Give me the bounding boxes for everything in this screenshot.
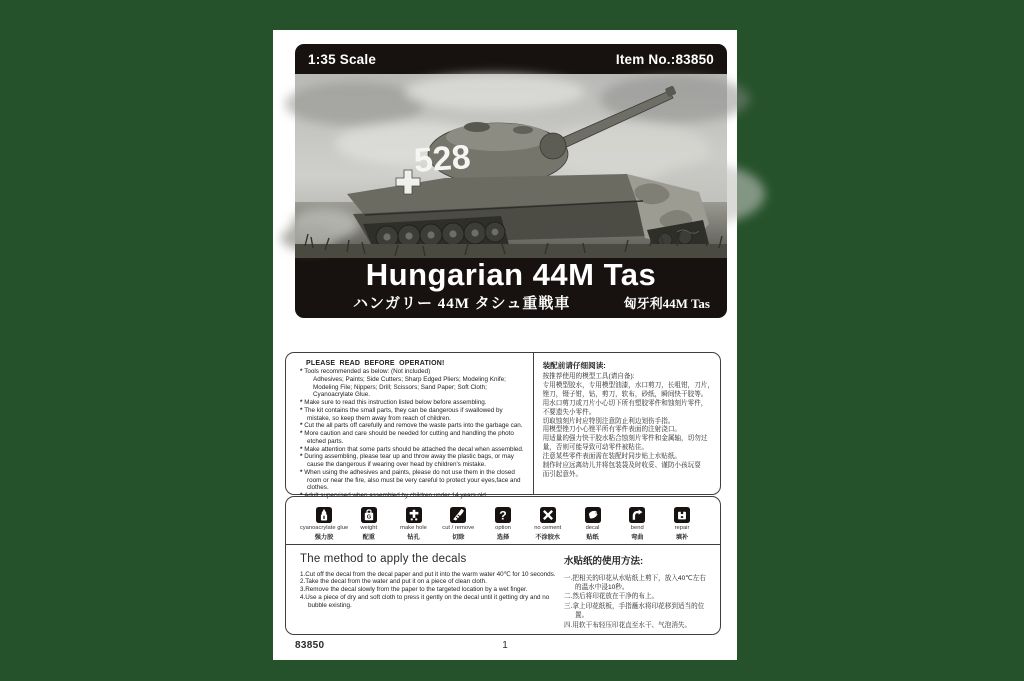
- safety-heading-en: PLEASE READ BEFORE OPERATION!: [306, 360, 445, 367]
- safety-heading-cn: 装配前请仔细阅读:: [542, 361, 606, 370]
- safety-line: 注意某些零件表面需在装配时同步贴上水贴纸。: [542, 453, 682, 461]
- symbol-repair: repair 填补: [660, 507, 704, 541]
- safety-item: * Make sure to read this instruction listed below before assembling.: [300, 399, 527, 407]
- kit-title-japanese: ハンガリー 44M タシュ重戦車: [353, 295, 571, 312]
- box-art-illustration: [295, 74, 727, 258]
- decal-heading-cn: 水贴纸的使用方法:: [564, 555, 644, 567]
- svg-text:?: ?: [499, 508, 507, 523]
- symbol-bend: bend 弯曲: [615, 507, 659, 541]
- page-number: 1: [502, 640, 508, 651]
- weight-icon: [361, 507, 377, 523]
- decal-step: 二.然后将印花放在干净的布上。: [564, 593, 659, 601]
- safety-item-sub: Adhesives; Paints; Side Cutters; Sharp Edged Pliers; Modeling Knife; Modeling File; Nippers; Drill; Scissors; Sand Paper; Soft Cloth; Cyanoacrylate Glue.: [313, 375, 506, 399]
- cover-plate: [295, 44, 727, 318]
- safety-line: 用模型锉刀小心锉平所有零件表面的注射浇口。: [542, 426, 682, 434]
- kit-title-chinese: 匈牙利44M Tas: [623, 295, 710, 311]
- cut-remove-icon: [450, 507, 466, 523]
- safety-item: * Make attention that some parts should be attached the decal when assembled.: [300, 446, 527, 454]
- symbols-and-decal-box: [285, 496, 721, 635]
- safety-item: * During assembling, please tear up and throw away the plastic bags, or may cause the dangerous if wearing over head by children's mistake.: [300, 453, 527, 469]
- safety-notice-chinese: [534, 353, 720, 494]
- decal-step: 四.用软干布轻压印花直至水干、气泡消失。: [564, 621, 692, 629]
- symbol-weight: G weight 配重: [347, 507, 391, 541]
- safety-line: 切取蚀刻片时应特别注意防止利边划伤手指。: [542, 417, 675, 425]
- safety-item: * When using the adhesives and paints, please do not use them in the closed room or near the fire, also must be very careful to protect your eyes,face and clothes.: [300, 469, 527, 492]
- symbol-legend-row: [286, 497, 720, 545]
- safety-notice-english: [286, 353, 534, 499]
- safety-line: 不要遗失小零件。: [542, 408, 596, 416]
- safety-item: * Adult supervised when assembled by children under 14 years old.: [300, 492, 527, 500]
- plate-header: [295, 44, 727, 74]
- safety-line: 用适量的强力快干胶水粘合蚀刻片零件和金属轴，切勿过: [542, 435, 708, 443]
- safety-line: 而引起意外。: [542, 470, 583, 478]
- safety-item: * More caution and care should be needed for cutting and handling the photo etched parts.: [300, 430, 527, 446]
- bend-icon: [629, 507, 645, 523]
- safety-line: 制作时应远离幼儿并将包装袋及时收妥、谨防小孩玩耍: [542, 462, 701, 470]
- decal-step: 三.拿上印花纸板，手指蘸水将印花移到适当的位置。: [564, 602, 705, 620]
- kit-title: Hungarian 44M Tas: [365, 256, 657, 292]
- item-number-label: Item No.:83850: [615, 51, 714, 67]
- scale-label: 1:35 Scale: [308, 51, 377, 67]
- safety-line: 专用模型胶水，专用模型油漆，水口剪刀，长咀钳，刀片，: [542, 381, 714, 389]
- safety-line: 用水口剪刀或刀片小心切下所有塑胶零件和蚀刻片零件，: [542, 399, 708, 407]
- option-icon: [495, 507, 511, 523]
- safety-line: 锉刀，镊子钳，钻，剪刀，软布，砂纸，瞬间快干胶等。: [542, 390, 708, 398]
- safety-line: 按推荐使用的模型工具(请自备):: [542, 373, 635, 380]
- symbol-cyanoacrylate-glue: cyanoacrylate glue 强力胶: [302, 507, 346, 541]
- decal-method-english: [300, 551, 556, 630]
- decal-step: 3.Remove the decal slowly from the paper to the targeted location by a wet finger.: [300, 586, 528, 594]
- symbol-make-hole: make hole 钻孔: [392, 507, 436, 541]
- decal-icon: [585, 507, 601, 523]
- decal-step: 2.Take the decal from the water and put it on a piece of clean cloth.: [300, 578, 487, 586]
- decal-method-chinese: [556, 551, 712, 630]
- decal-step: 1.Cut off the decal from the decal paper and put it into the warm water 40℃ for 10 seconds.: [300, 570, 556, 578]
- safety-item: * The kit contains the small parts, they can be dangerous if swallowed by mistake, so keep them away from reach of children.: [300, 407, 527, 423]
- safety-item: * Tools recommended as below: (Not included): [300, 368, 527, 376]
- title-block: [295, 258, 727, 318]
- decal-method-section: [286, 545, 720, 634]
- glue-bottle-icon: [316, 507, 332, 523]
- symbol-option: ? option 选择: [495, 508, 511, 541]
- decal-step: 一.把相关的印花从水贴纸上剪下，放入40℃左右的温水中浸10秒。: [564, 574, 706, 591]
- turret-number: 528: [412, 138, 472, 180]
- make-hole-icon: [406, 507, 422, 523]
- safety-item: * Cut the all parts off carefully and remove the waste parts into the garbage can.: [300, 422, 527, 430]
- repair-icon: [674, 507, 690, 523]
- decal-heading-en: The method to apply the decals: [300, 552, 467, 565]
- decal-step: 4.Use a piece of dry and soft cloth to press it gently on the decal until it getting dry and no bubble existing.: [300, 593, 550, 609]
- safety-line: 量，否则可能导致可动零件被粘住。: [542, 444, 649, 452]
- page-footer: [273, 638, 737, 656]
- svg-text:G: G: [366, 514, 371, 521]
- no-cement-icon: [540, 507, 556, 523]
- tank-illustration: [295, 74, 727, 258]
- symbol-no-cement: no cement 不涂胶水: [526, 507, 570, 541]
- footer-item-number: 83850: [295, 640, 325, 651]
- safety-notice-box: [285, 352, 721, 499]
- symbol-decal: decal 贴纸: [571, 507, 615, 541]
- instruction-page: [273, 30, 737, 660]
- symbol-cut-remove: cut / remove 切除: [436, 507, 480, 541]
